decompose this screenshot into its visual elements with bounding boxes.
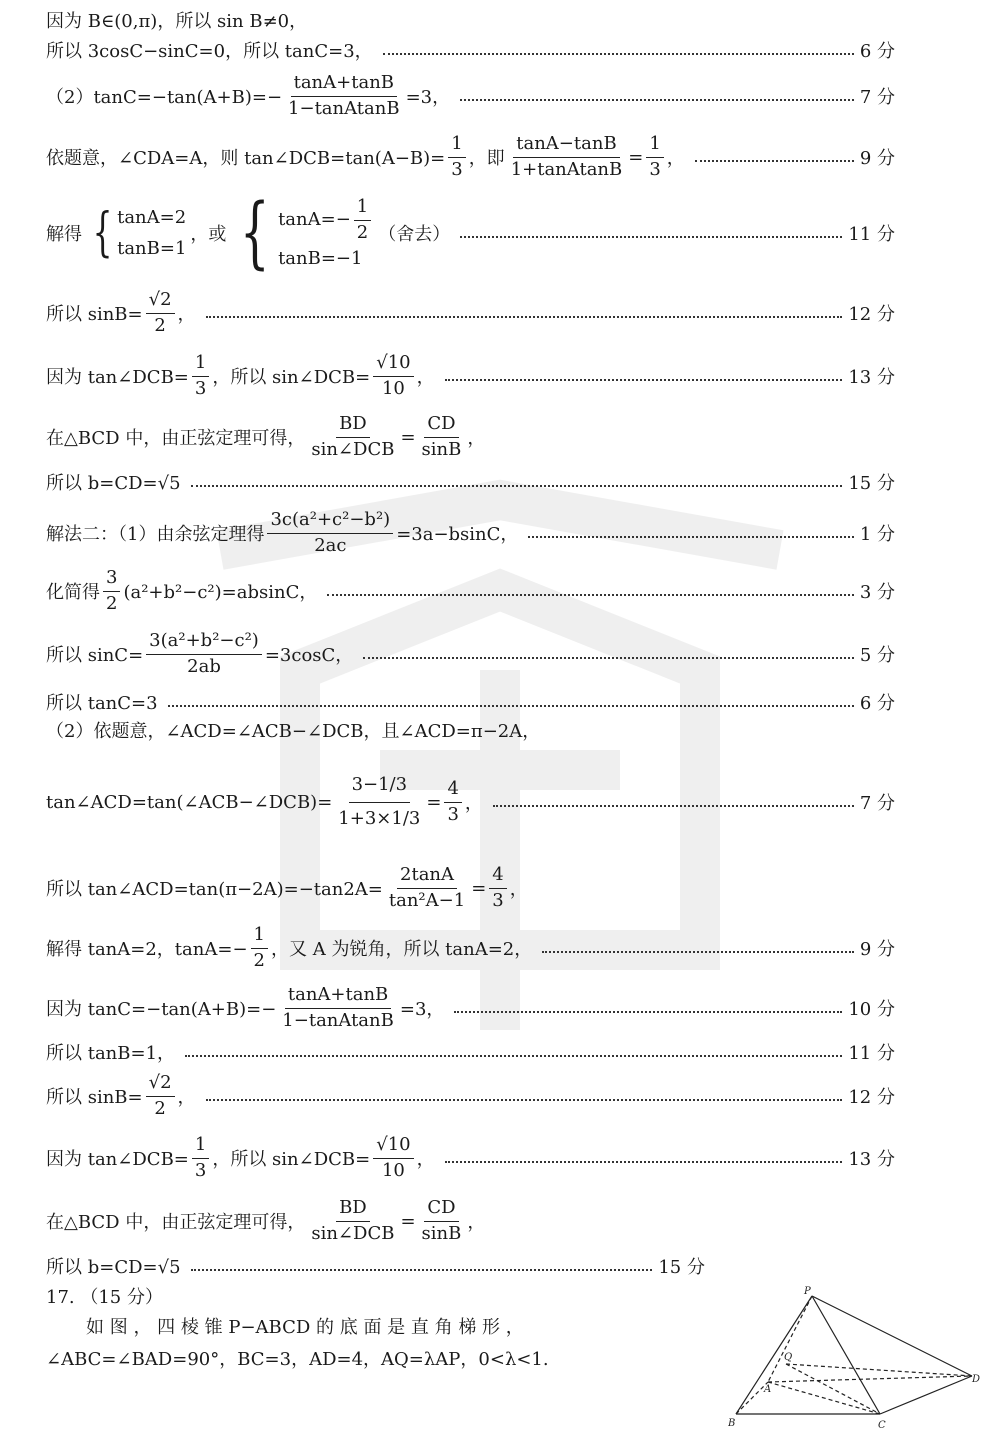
dotted-leader <box>454 1011 842 1013</box>
score-label: 15 分 <box>848 473 895 494</box>
fraction: $\frac{1}{3}$ <box>646 134 663 180</box>
line-suffix: =3， <box>405 87 451 108</box>
fraction: $\frac{√10}{10}$ <box>373 1135 413 1181</box>
fraction: $\frac{\text{3c(a²+c²−b²)}}{2ac}$ <box>267 510 393 556</box>
fraction: $\frac{\tan A-\tan B}{\text{1+tanAtanB}}$ <box>510 132 623 180</box>
dotted-leader <box>445 1161 843 1163</box>
solution-line-10: 解法二：（1）由余弦定理得 $\frac{\text{3c(a²+c²−b²)}}{2ac}$ =3a−bsinC， 1 分 <box>46 508 895 556</box>
equation-system: { tanA=− $\frac{1}{2}$ tanB=−1 <box>230 194 374 272</box>
note-label: （舍去） <box>378 224 451 245</box>
score-label: 11 分 <box>848 1043 895 1064</box>
fraction: $\frac{3-1/3}{1+3\times 1/3}$ <box>338 773 421 829</box>
solution-line-9: 所以 b=CD=√5 15 分 <box>46 468 895 496</box>
solution-line-19: 所以 tanB=1， 11 分 <box>46 1038 895 1066</box>
score-label: 13 分 <box>848 1149 895 1170</box>
dotted-leader <box>206 1099 843 1101</box>
problem-text-1: 如 图 ， 四 棱 锥 P−ABCD 的 底 面 是 直 角 梯 形 ， <box>86 1317 524 1338</box>
dotted-leader <box>327 594 853 596</box>
solution-line-17: 解得 tanA=2，tanA=− $\frac{1}{2}$ ，又 A 为锐角，所以 tanA=2， 9 分 <box>46 923 895 971</box>
fraction: $\frac{\tan A+\tan B}{\text{1−tanAtanB}}$ <box>282 983 394 1031</box>
solution-line-21: 因为 tan∠DCB= $\frac{1}{3}$ ，所以 sin∠DCB= $\frac{√10}{10}$ ， 13 分 <box>46 1133 895 1181</box>
dotted-leader <box>168 705 854 707</box>
solution-line-13: 所以 tanC=3 6 分 <box>46 688 895 716</box>
dotted-leader <box>206 316 843 318</box>
dotted-leader <box>460 99 854 101</box>
score-label: 1 分 <box>859 524 895 545</box>
solution-line-14: （2）依题意，∠ACD=∠ACB−∠DCB，且∠ACD=π−2A， <box>46 721 541 742</box>
fraction: $\frac{1}{3}$ <box>448 134 465 180</box>
score-label: 11 分 <box>848 224 895 245</box>
score-label: 15 分 <box>658 1257 705 1278</box>
score-label: 12 分 <box>848 1087 895 1108</box>
fraction: $\frac{2\tan A}{\text{tan²A−1}}$ <box>388 863 466 911</box>
label-D: D <box>972 1374 980 1385</box>
label-Q: Q <box>784 1352 793 1363</box>
line-prefix: 解得 <box>46 224 82 245</box>
label-C: C <box>878 1420 886 1431</box>
dotted-leader <box>695 160 854 162</box>
dotted-leader <box>191 485 843 487</box>
problem-text-2: ∠ABC=∠BAD=90°，BC=3，AD=4，AQ=λAP，0<λ<1. <box>46 1349 549 1370</box>
dotted-leader <box>445 379 843 381</box>
solution-line-22: 在△BCD 中，由正弦定理可得， $\frac{BD}{\text{sin∠DCB}}$ = $\frac{CD}{\sin B}$ ， <box>46 1196 486 1244</box>
line-mid: ，即 <box>468 148 505 169</box>
dotted-leader <box>363 657 854 659</box>
solution-line-11: 化简得 $\frac{3}{2}$ (a²+b²−c²)=absinC， 3 分 <box>46 566 895 614</box>
label-A: A <box>764 1384 772 1395</box>
fraction: $\frac{\tan A+\tan B}{\text{1−tanAtanB}}$ <box>288 71 400 119</box>
dotted-leader <box>185 1055 842 1057</box>
fraction: $\frac{CD}{\sin B}$ <box>421 1196 462 1244</box>
dotted-leader <box>528 536 853 538</box>
solution-line-15: tan∠ACD=tan(∠ACB−∠DCB)= $\frac{3-1/3}{1+3\times 1/3}$ = $\frac{4}{3}$ ， 7 分 <box>46 773 895 829</box>
solution-line-6: 所以 sinB= $\frac{√2}{2}$ ， 12 分 <box>46 288 895 336</box>
score-label: 6 分 <box>859 41 895 62</box>
score-label: 5 分 <box>859 645 895 666</box>
line-prefix: （2）tanC=−tan(A+B)=− <box>46 87 283 108</box>
solution-line-8: 在△BCD 中，由正弦定理可得， $\frac{BD}{\text{sin∠DCB}}$ = $\frac{CD}{\sin B}$ ， <box>46 412 486 460</box>
equation-system: { tanA=2 tanB=1 <box>92 203 187 263</box>
score-label: 9 分 <box>859 939 895 960</box>
line-text: 因为 B∈(0,π)，所以 sin B≠0， <box>46 11 308 32</box>
score-label: 13 分 <box>848 367 895 388</box>
score-label: 7 分 <box>859 87 895 108</box>
fraction: $\frac{√2}{2}$ <box>146 1073 175 1119</box>
fraction: $\frac{4}{3}$ <box>489 865 506 911</box>
label-B: B <box>728 1418 736 1429</box>
score-label: 9 分 <box>859 148 895 169</box>
label-P: P <box>804 1286 811 1297</box>
score-label: 7 分 <box>859 793 895 814</box>
dotted-leader <box>383 53 854 55</box>
solution-line-1 <box>46 6 895 34</box>
dotted-leader <box>460 236 842 238</box>
fraction: $\frac{4}{3}$ <box>444 779 461 825</box>
score-label: 3 分 <box>859 582 895 603</box>
solution-line-4: 依题意，∠CDA=A，则 tan∠DCB=tan(A−B)= $\frac{1}{3}$ ，即 $\frac{\tan A-\tan B}{\text{1+tanAtanB}}$ = $\frac{1}{3}$ ， 9 分 <box>46 132 895 180</box>
solution-line-16: 所以 tan∠ACD=tan(π−2A)=−tan2A= $\frac{2\tan A}{\text{tan²A−1}}$ = $\frac{4}{3}$ ， <box>46 863 528 911</box>
score-label: 6 分 <box>859 693 895 714</box>
problem-number: 17. （15 分） <box>46 1287 163 1308</box>
dotted-leader <box>542 951 854 953</box>
solution-line-20: 所以 sinB= $\frac{√2}{2}$ ， 12 分 <box>46 1071 895 1119</box>
line-text: 所以 3cosC−sinC=0，所以 tanC=3， <box>46 41 373 62</box>
solution-line-3 <box>46 70 895 122</box>
line-prefix: 依题意，∠CDA=A，则 tan∠DCB=tan(A−B)= <box>46 148 446 169</box>
solution-line-7: 因为 tan∠DCB= $\frac{1}{3}$ ，所以 sin∠DCB= $\frac{√10}{10}$ ， 13 分 <box>46 351 895 399</box>
fraction: $\frac{\text{3(a²+b²−c²)}}{2ab}$ <box>146 631 262 677</box>
pyramid-figure <box>728 1286 980 1436</box>
fraction: $\frac{BD}{\text{sin∠DCB}}$ <box>311 412 395 460</box>
dotted-leader <box>191 1269 653 1271</box>
solution-line-2 <box>46 36 895 64</box>
fraction: $\frac{CD}{\sin B}$ <box>421 412 462 460</box>
fraction: $\frac{1}{2}$ <box>251 925 268 971</box>
solution-line-23: 所以 b=CD=√5 15 分 <box>46 1252 705 1280</box>
score-label: 12 分 <box>848 304 895 325</box>
dotted-leader <box>493 805 854 807</box>
fraction: $\frac{√10}{10}$ <box>373 353 413 399</box>
solution-line-18: 因为 tanC=−tan(A+B)=− $\frac{\tan A+\tan B}{\text{1−tanAtanB}}$ =3， 10 分 <box>46 983 895 1031</box>
solution-line-12: 所以 sinC= $\frac{\text{3(a²+b²−c²)}}{2ab}$ =3cosC， 5 分 <box>46 629 895 677</box>
fraction: $\frac{1}{3}$ <box>192 1135 209 1181</box>
fraction: $\frac{1}{3}$ <box>192 353 209 399</box>
solution-line-5: 解得 { tanA=2 tanB=1 ，或 { tanA=− $\frac{1}{2}$ tanB=−1 （舍去） 11 分 <box>46 188 895 278</box>
fraction: $\frac{3}{2}$ <box>103 568 120 614</box>
fraction: $\frac{BD}{\text{sin∠DCB}}$ <box>311 1196 395 1244</box>
score-label: 10 分 <box>848 999 895 1020</box>
fraction: $\frac{√2}{2}$ <box>146 290 175 336</box>
